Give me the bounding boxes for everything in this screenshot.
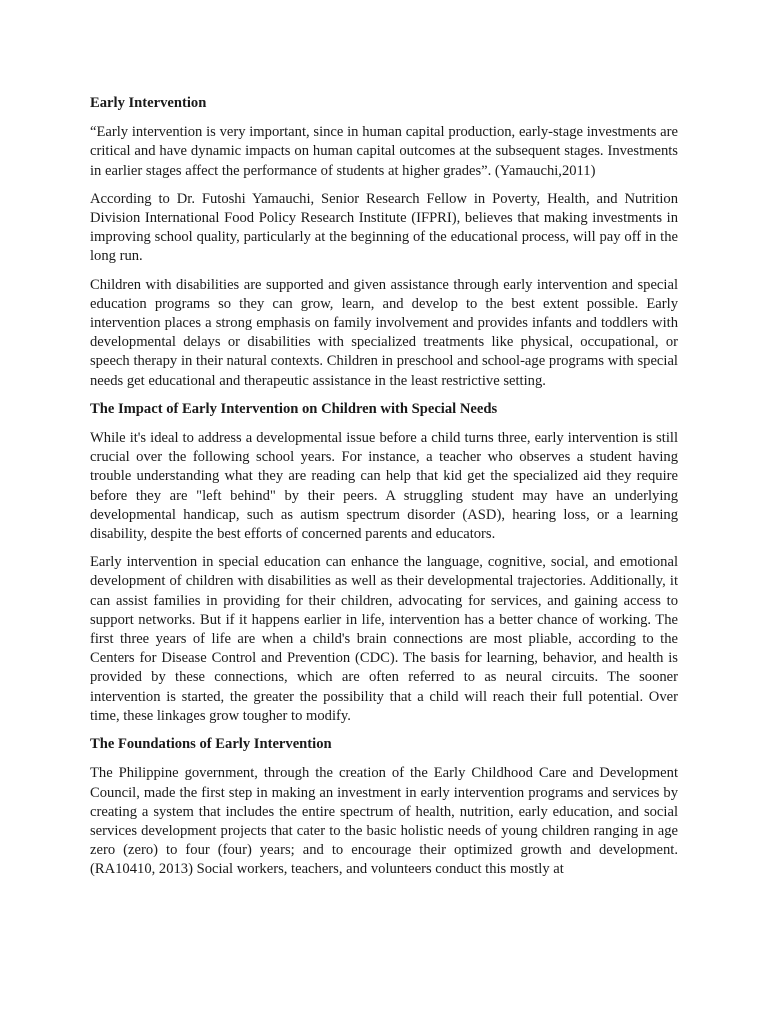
paragraph-yamauchi: According to Dr. Futoshi Yamauchi, Senior Research Fellow in Poverty, Health, and Nutrition Division International Food Policy Research Institute (IFPRI), believes that making investments in improving school quality, particularly at the beginning of the educational process, will pay off in the long run. [90,190,678,265]
paragraph-philippine-government: The Philippine government, through the creation of the Early Childhood Care and Development Council, made the first step in making an investment in early intervention programs and services by creating a system that includes the entire spectrum of health, nutrition, early education, and social services development projects that cater to the basic holistic needs of young children ranging in age zero (zero) to four (four) years; and to encourage their optimized growth and development. (RA10410, 2013) Social workers, teachers, and volunteers conduct this mostly at [90,765,678,878]
paragraph-quote: “Early intervention is very important, since in human capital production, early-stage investments are critical and have dynamic impacts on human capital outcomes at the subsequent stages. Investments in earlier stages affect the performance of students at higher grades”. (Yamauchi,2011) [90,124,678,179]
paragraph-developmental-issue: While it's ideal to address a developmental issue before a child turns three, early intervention is still crucial over the following school years. For instance, a teacher who observes a student having trouble understanding what they are reading can help that kid get the specialized aid they require before they are "left behind" by their peers. A struggling student may have an underlying developmental handicap, such as autism spectrum disorder (ASD), hearing loss, or a learning disability, despite the best efforts of concerned parents and educators. [90,430,678,543]
paragraph-disabilities-support: Children with disabilities are supported and given assistance through early intervention and special education programs so they can grow, learn, and develop to the best extent possible. Early intervention places a strong emphasis on family involvement and provides infants and toddlers with developmental delays or disabilities with specialized treatments like physical, occupational, or speech therapy in their natural contexts. Children in preschool and school-age programs with special needs get educational and therapeutic assistance in the least restrictive setting. [90,276,678,389]
document-page [90,94,678,889]
section-heading-early-intervention: Early Intervention [90,95,207,111]
paragraph-special-education: Early intervention in special education can enhance the language, cognitive, social, and emotional development of children with disabilities as well as their developmental trajectories. Additionally, it can assist families in providing for their children, advocating for services, and gaining access to support networks. But if it happens earlier in life, intervention has a better chance of working. The first three years of life are when a child's brain connections are most pliable, according to the Centers for Disease Control and Prevention (CDC). The basis for learning, behavior, and health is provided by these connections, which are often referred to as neural circuits. The sooner intervention is started, the greater the possibility that a child will reach their full potential. Over time, these linkages grow tougher to modify. [90,554,678,724]
section-heading-impact: The Impact of Early Intervention on Children with Special Needs [90,400,498,417]
section-heading-foundations: The Foundations of Early Intervention [90,736,332,753]
